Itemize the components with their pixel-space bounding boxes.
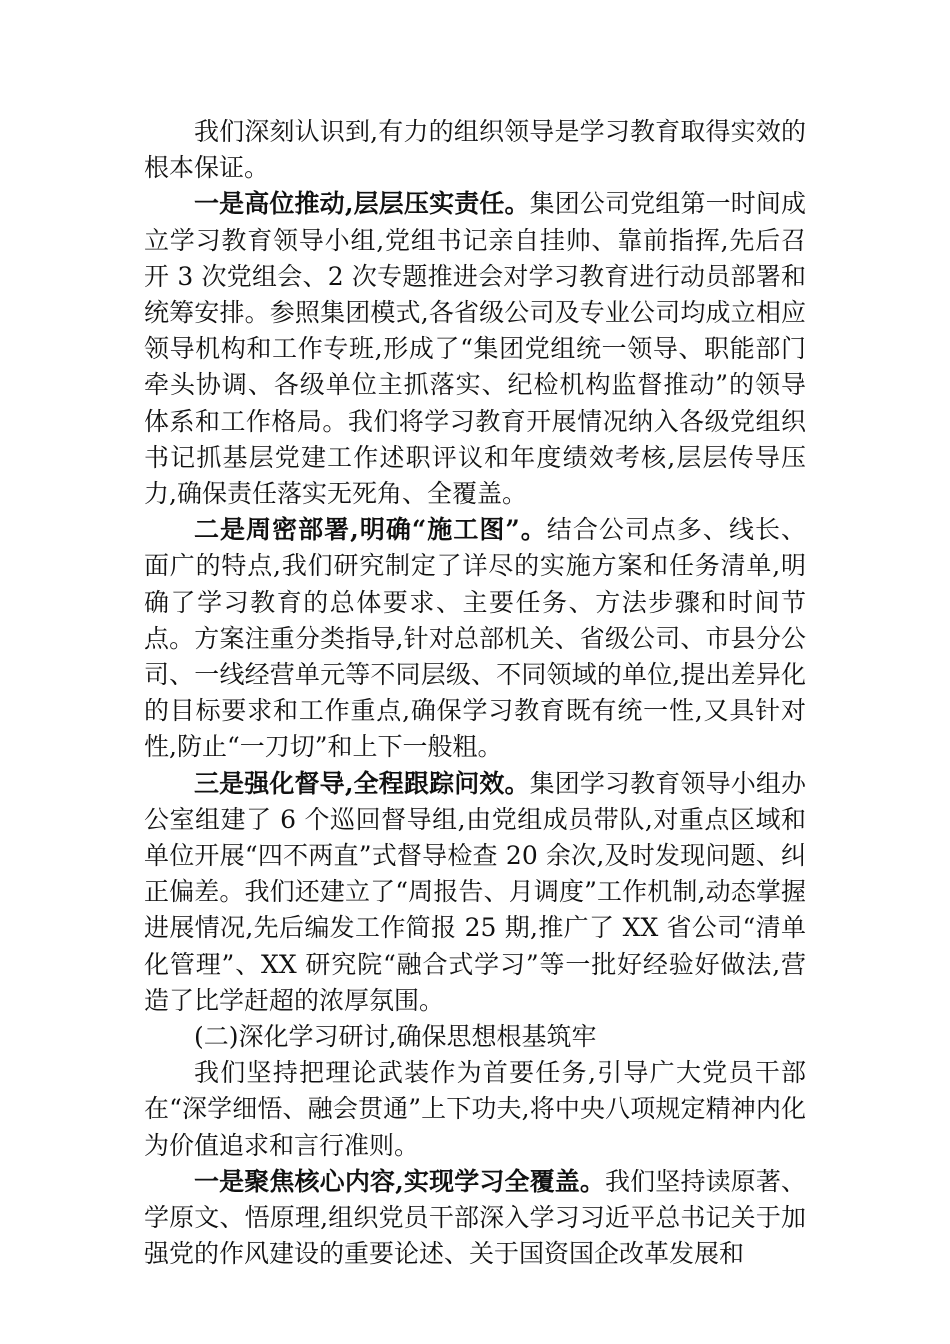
paragraph-3	[144, 512, 806, 765]
paragraph-2	[144, 186, 806, 512]
section-heading	[144, 1019, 806, 1055]
paragraph-6	[144, 1055, 806, 1164]
paragraph-7	[144, 1164, 806, 1273]
paragraph-7-text: 我们坚持读原著、学原文、悟原理,组织党员干部深入学习习近平总书记关于加强党的作风建设的重要论述、关于国资国企改革发展和	[144, 1166, 806, 1269]
paragraph-2-text: 集团公司党组第一时间成立学习教育领导小组,党组书记亲自挂帅、靠前指挥,先后召开 3 次党组会、2 次专题推进会对学习教育进行动员部署和统筹安排。参照集团模式,各省级公司及专业公司均成立相应领导机构和工作专班,形成了“集团党组统一领导、职能部门牵头协调、各级单位主抓落实、纪检机构监督推动”的领导体系和工作格局。我们将学习教育开展情况纳入各级党组织书记抓基层党建工作述职评议和年度绩效考核,层层传导压力,确保责任落实无死角、全覆盖。	[144, 189, 806, 509]
paragraph-1	[144, 114, 806, 186]
document-page	[144, 114, 806, 1273]
paragraph-3-text: 结合公司点多、线长、面广的特点,我们研究制定了详尽的实施方案和任务清单,明确了学习教育的总体要求、主要任务、方法步骤和时间节点。方案注重分类指导,针对总部机关、省级公司、市县分公司、一线经营单元等不同层级、不同领域的单位,提出差异化的目标要求和工作重点,确保学习教育既有统一性,又具针对性,防止“一刀切”和上下一般粗。	[144, 515, 806, 762]
paragraph-1-text: 我们深刻认识到,有力的组织领导是学习教育取得实效的根本保证。	[144, 117, 806, 183]
section-heading-text: (二)深化学习研讨,确保思想根基筑牢	[194, 1022, 597, 1052]
paragraph-4	[144, 766, 806, 1019]
paragraph-2-lead: 一是高位推动,层层压实责任。	[194, 189, 530, 219]
paragraph-4-lead: 三是强化督导,全程跟踪问效。	[194, 768, 530, 798]
paragraph-7-lead: 一是聚焦核心内容,实现学习全覆盖。	[194, 1166, 606, 1196]
paragraph-4-text: 集团学习教育领导小组办公室组建了 6 个巡回督导组,由党组成员带队,对重点区域和单位开展“四不两直”式督导检查 20 余次,及时发现问题、纠正偏差。我们还建立了“周报告、月调度”工作机制,动态掌握进展情况,先后编发工作简报 25 期,推广了 XX 省公司“清单化管理”、XX 研究院“融合式学习”等一批好经验好做法,营造了比学赶超的浓厚氛围。	[144, 768, 806, 1015]
paragraph-6-text: 我们坚持把理论武装作为首要任务,引导广大党员干部在“深学细悟、融会贯通”上下功夫,将中央八项规定精神内化为价值追求和言行准则。	[144, 1058, 806, 1160]
paragraph-3-lead: 二是周密部署,明确“施工图”。	[194, 515, 547, 545]
